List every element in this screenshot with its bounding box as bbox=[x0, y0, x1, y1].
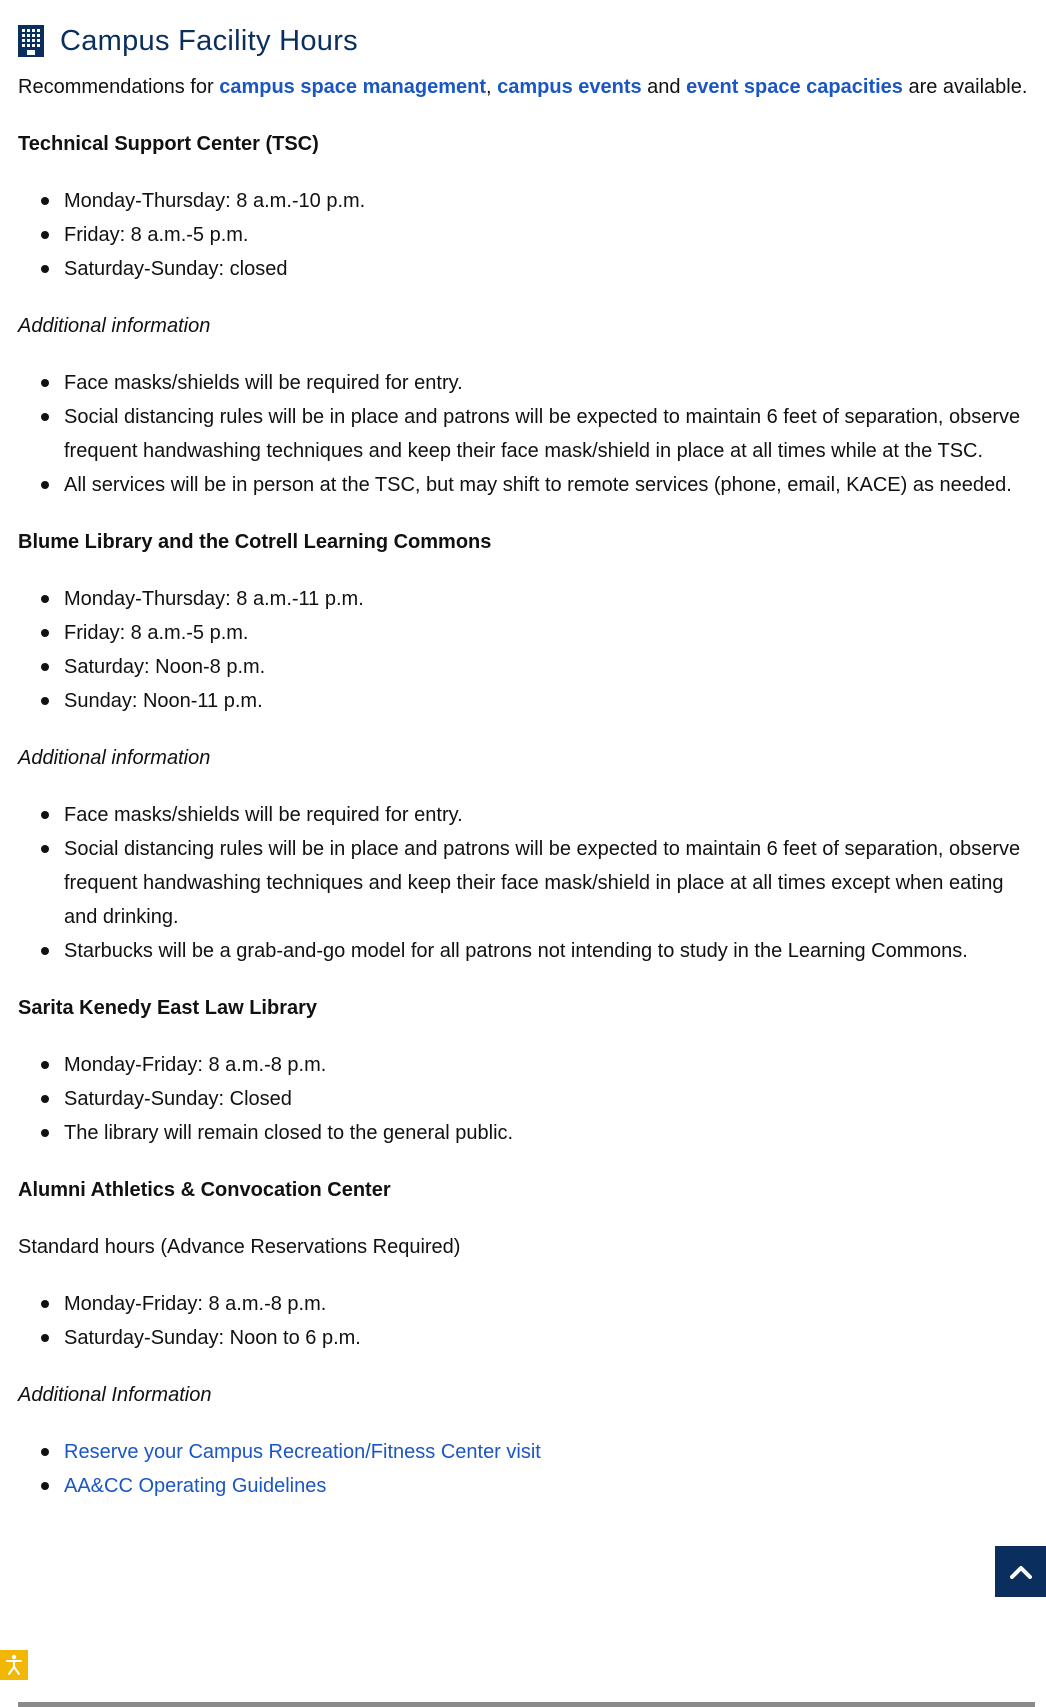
tsc-info-list bbox=[18, 366, 1038, 502]
reserve-fitness-visit-link[interactable]: Reserve your Campus Recreation/Fitness Center visit bbox=[64, 1441, 541, 1463]
list-item: Monday-Thursday: 8 a.m.-10 p.m. bbox=[64, 184, 1038, 218]
aacc-guidelines-link[interactable]: AA&CC Operating Guidelines bbox=[64, 1475, 327, 1497]
aacc-links-list bbox=[18, 1435, 1038, 1503]
accessibility-icon bbox=[5, 1654, 23, 1676]
list-item: Social distancing rules will be in place and patrons will be expected to maintain 6 feet of separation, observe frequent handwashing techniques and keep their face mask/shield in place at all times while at the TSC. bbox=[64, 400, 1038, 468]
page-title bbox=[18, 18, 1038, 64]
list-item: Monday-Thursday: 8 a.m.-11 p.m. bbox=[64, 582, 1038, 616]
library-hours-list bbox=[18, 582, 1038, 718]
list-item: Sunday: Noon-11 p.m. bbox=[64, 684, 1038, 718]
main-content bbox=[18, 18, 1038, 1526]
section-heading-law-library: Sarita Kenedy East Law Library bbox=[18, 997, 318, 1019]
list-item: Saturday-Sunday: closed bbox=[64, 252, 1038, 286]
list-item: All services will be in person at the TSC, but may shift to remote services (phone, email, KACE) as needed. bbox=[64, 468, 1038, 502]
chevron-up-icon bbox=[1010, 1565, 1032, 1579]
additional-info-label: Additional information bbox=[18, 315, 211, 337]
page-heading: Campus Facility Hours bbox=[60, 25, 358, 57]
list-item: Friday: 8 a.m.-5 p.m. bbox=[64, 616, 1038, 650]
law-library-hours-list bbox=[18, 1048, 1038, 1150]
additional-info-label: Additional information bbox=[18, 747, 211, 769]
list-item: Face masks/shields will be required for entry. bbox=[64, 366, 1038, 400]
campus-events-link[interactable]: campus events bbox=[497, 76, 642, 98]
list-item: Social distancing rules will be in place and patrons will be expected to maintain 6 feet of separation, observe frequent handwashing techniques and keep their face mask/shield in place at all times except when eating and drinking. bbox=[64, 832, 1038, 934]
back-to-top-button[interactable] bbox=[995, 1546, 1046, 1597]
building-icon bbox=[18, 25, 44, 57]
section-heading-aacc: Alumni Athletics & Convocation Center bbox=[18, 1179, 391, 1201]
list-item: Friday: 8 a.m.-5 p.m. bbox=[64, 218, 1038, 252]
list-item bbox=[64, 1435, 1038, 1469]
event-space-capacities-link[interactable]: event space capacities bbox=[686, 76, 903, 98]
accessibility-button[interactable] bbox=[0, 1650, 28, 1680]
additional-info-label: Additional Information bbox=[18, 1384, 212, 1406]
list-item: Monday-Friday: 8 a.m.-8 p.m. bbox=[64, 1287, 1038, 1321]
intro-paragraph: Recommendations for campus space management, campus events and event space capacities are available. bbox=[18, 76, 1028, 98]
list-item: Starbucks will be a grab-and-go model for all patrons not intending to study in the Learning Commons. bbox=[64, 934, 1038, 968]
footer-divider bbox=[18, 1702, 1035, 1707]
list-item: Saturday-Sunday: Noon to 6 p.m. bbox=[64, 1321, 1038, 1355]
list-item bbox=[64, 1469, 1038, 1503]
library-info-list bbox=[18, 798, 1038, 968]
campus-space-management-link[interactable]: campus space management bbox=[219, 76, 486, 98]
tsc-hours-list bbox=[18, 184, 1038, 286]
list-item: Saturday: Noon-8 p.m. bbox=[64, 650, 1038, 684]
aacc-subtext: Standard hours (Advance Reservations Required) bbox=[18, 1236, 461, 1258]
aacc-hours-list bbox=[18, 1287, 1038, 1355]
list-item: The library will remain closed to the general public. bbox=[64, 1116, 1038, 1150]
list-item: Face masks/shields will be required for entry. bbox=[64, 798, 1038, 832]
section-heading-tsc: Technical Support Center (TSC) bbox=[18, 133, 319, 155]
list-item: Monday-Friday: 8 a.m.-8 p.m. bbox=[64, 1048, 1038, 1082]
section-heading-library: Blume Library and the Cotrell Learning Commons bbox=[18, 531, 492, 553]
list-item: Saturday-Sunday: Closed bbox=[64, 1082, 1038, 1116]
